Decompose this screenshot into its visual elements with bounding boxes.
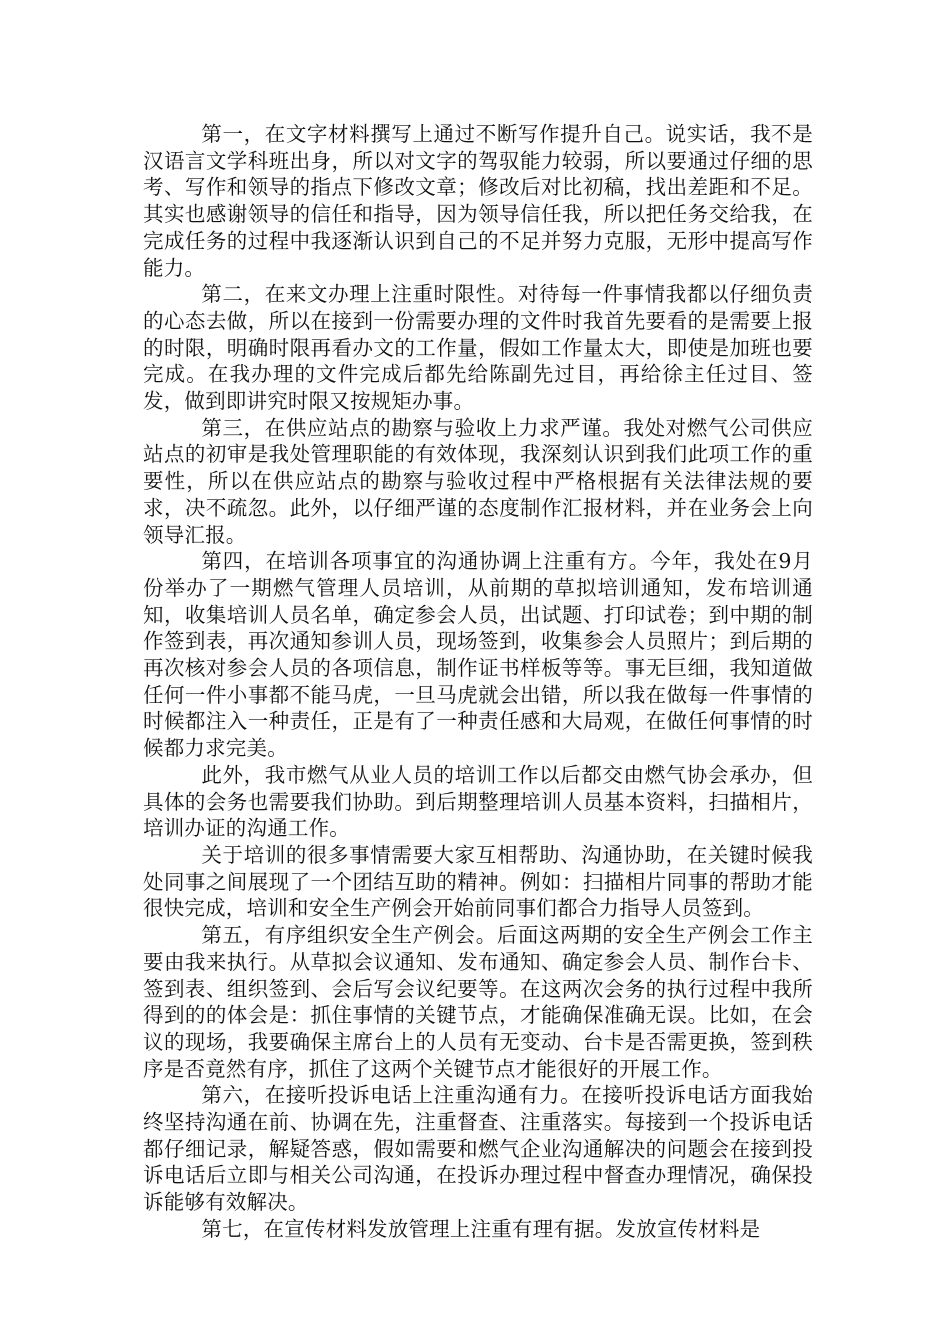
paragraph-6: 关于培训的很多事情需要大家互相帮助、沟通协助，在关键时候我处同事之间展现了一个团结互助的精神。例如：扫描相片同事的帮助才能很快完成，培训和安全生产例会开始前同事们都合力指导人员签到。 bbox=[143, 842, 813, 921]
paragraph-8: 第六，在接听投诉电话上注重沟通有力。在接听投诉电话方面我始终坚持沟通在前、协调在先，注重督查、注重落实。每接到一个投诉电话都仔细记录，解疑答惑，假如需要和燃气企业沟通解决的问题会在接到投诉电话后立即与相关公司沟通，在投诉办理过程中督查办理情况，确保投诉能够有效解决。 bbox=[143, 1083, 813, 1215]
paragraph-7: 第五，有序组织安全生产例会。后面这两期的安全生产例会工作主要由我来执行。从草拟会议通知、发布通知、确定参会人员、制作台卡、签到表、组织签到、会后写会议纪要等。在这两次会务的执行过程中我所得到的的体会是：抓住事情的关键节点，才能确保准确无误。比如，在会议的现场，我要确保主席台上的人员有无变动、台卡是否需更换，签到秩序是否竟然有序，抓住了这两个关键节点才能很好的开展工作。 bbox=[143, 923, 813, 1081]
paragraph-5: 此外，我市燃气从业人员的培训工作以后都交由燃气协会承办，但具体的会务也需要我们协助。到后期整理培训人员基本资料，扫描相片，培训办证的沟通工作。 bbox=[143, 762, 813, 841]
paragraph-9: 第七，在宣传材料发放管理上注重有理有据。发放宣传材料是 bbox=[201, 1216, 761, 1241]
paragraph-2: 第二，在来文办理上注重时限性。对待每一件事情我都以仔细负责的心态去做，所以在接到一份需要办理的文件时我首先要看的是需要上报的时限，明确时限再看办文的工作量，假如工作量太大，即使是加班也要完成。在我办理的文件完成后都先给陈副先过目，再给徐主任过目、签发，做到即讲究时限又按规矩办事。 bbox=[143, 282, 813, 414]
paragraph-1: 第一，在文字材料撰写上通过不断写作提升自己。说实话，我不是汉语言文学科班出身，所以对文字的驾驭能力较弱，所以要通过仔细的思考、写作和领导的指点下修改文章；修改后对比初稿，找出差距和不足。其实也感谢领导的信任和指导，因为领导信任我，所以把任务交给我，在完成任务的过程中我逐渐认识到自己的不足并努力克服，无形中提高写作能力。 bbox=[143, 122, 813, 280]
paragraph-4: 第四，在培训各项事宜的沟通协调上注重有方。今年，我处在9月份举办了一期燃气管理人员培训，从前期的草拟培训通知，发布培训通知，收集培训人员名单，确定参会人员，出试题、打印试卷；到中期的制作签到表，再次通知参训人员，现场签到，收集参会人员照片；到后期的再次核对参会人员的各项信息，制作证书样板等等。事无巨细，我知道做任何一件小事都不能马虎，一旦马虎就会出错，所以我在做每一件事情的时候都注入一种责任，正是有了一种责任感和大局观，在做任何事情的时候都力求完美。 bbox=[143, 549, 813, 761]
paragraph-3: 第三，在供应站点的勘察与验收上力求严谨。我处对燃气公司供应站点的初审是我处管理职能的有效体现，我深刻认识到我们此项工作的重要性，所以在供应站点的勘察与验收过程中严格根据有关法律法规的要求，决不疏忽。此外，以仔细严谨的态度制作汇报材料，并在业务会上向领导汇报。 bbox=[143, 415, 813, 547]
document-body bbox=[143, 121, 813, 1243]
